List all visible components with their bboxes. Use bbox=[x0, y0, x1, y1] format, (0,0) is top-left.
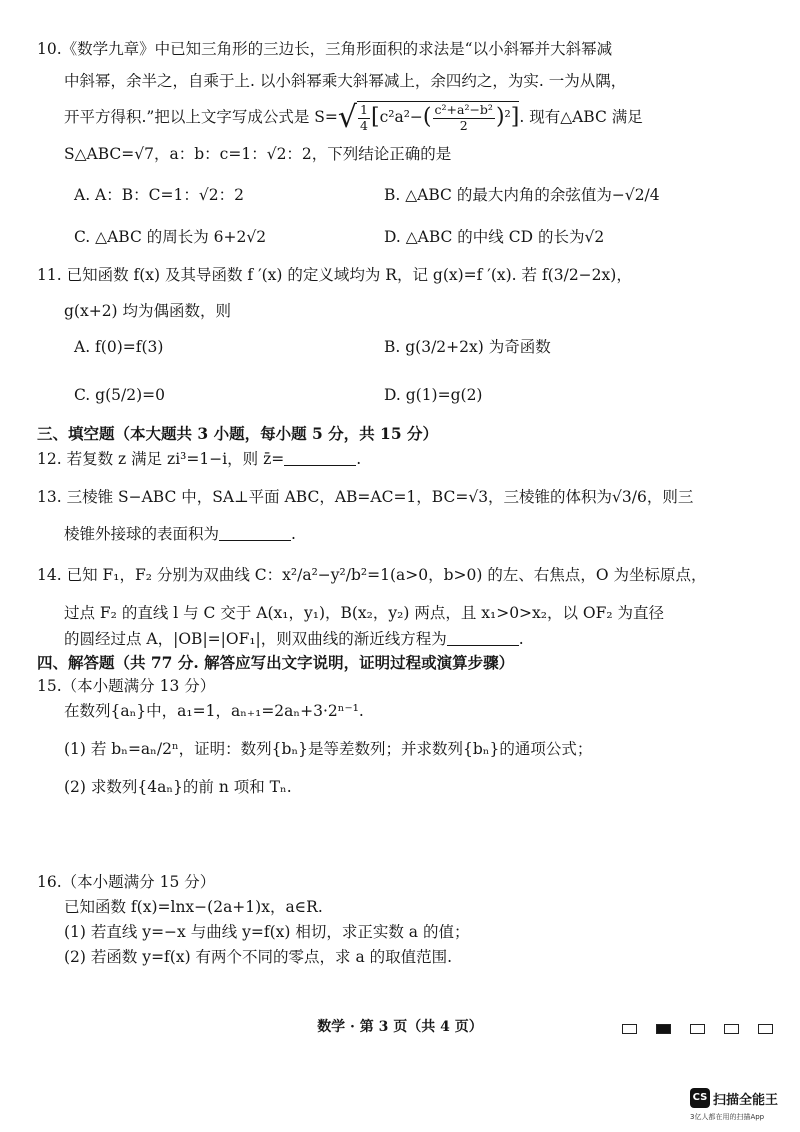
q13-line2: 棱锥外接球的表面积为 . bbox=[64, 525, 296, 543]
section-4-heading: 四、解答题（共 77 分. 解答应写出文字说明，证明过程或演算步骤） bbox=[37, 653, 515, 672]
q14-answer-blank bbox=[447, 631, 519, 646]
q10-option-d: D. △ABC 的中线 CD 的长为√2 bbox=[384, 228, 605, 246]
q14-line2: 过点 F₂ 的直线 l 与 C 交于 A(x₁，y₁)，B(x₂，y₂) 两点，且 x₁>0>x₂，以 OF₂ 为直径 bbox=[64, 604, 665, 622]
q10-line2: 中斜幂，余半之，自乘于上. 以小斜幂乘大斜幂减上，余四约之，为实. 一为从隅， bbox=[64, 72, 627, 90]
q16-part2: (2) 若函数 y=f(x) 有两个不同的零点，求 a 的取值范围. bbox=[64, 948, 453, 966]
q11-line1: 11. 已知函数 f(x) 及其导函数 f ′(x) 的定义域均为 R，记 g(x)=f ′(x). 若 f(3/2−2x)， bbox=[37, 266, 632, 284]
q16-title: 16.（本小题满分 15 分） bbox=[37, 873, 216, 891]
q16-stem: 已知函数 f(x)=lnx−(2a+1)x，a∈R. bbox=[64, 898, 323, 916]
page-indicator-boxes bbox=[622, 1020, 792, 1038]
cs-logo-icon: CS bbox=[690, 1088, 710, 1108]
q11-option-c: C. g(5/2)=0 bbox=[74, 386, 165, 404]
q11-option-d: D. g(1)=g(2) bbox=[384, 386, 483, 404]
page-box-2 bbox=[656, 1024, 671, 1034]
q14-line3-text: 的圆经过点 A，|OB|=|OF₁|，则双曲线的渐近线方程为 bbox=[64, 630, 447, 648]
q10-option-b: B. △ABC 的最大内角的余弦值为−√2/4 bbox=[384, 186, 660, 204]
q15-title: 15.（本小题满分 13 分） bbox=[37, 677, 216, 695]
q12-text: 12. 若复数 z 满足 zi³=1−i，则 z̄= bbox=[37, 450, 285, 468]
q10-line3 bbox=[64, 100, 643, 136]
page-footer: 数学 · 第 3 页（共 4 页） bbox=[317, 1019, 483, 1035]
q11-line2: g(x+2) 均为偶函数，则 bbox=[64, 302, 232, 320]
q10-option-c: C. △ABC 的周长为 6+2√2 bbox=[74, 228, 267, 246]
page-box-4 bbox=[724, 1024, 739, 1034]
page-box-5 bbox=[758, 1024, 773, 1034]
scanner-app-name: 扫描全能王 bbox=[713, 1092, 779, 1108]
q11-option-a: A. f(0)=f(3) bbox=[74, 338, 164, 356]
q10-line3-post: . 现有△ABC 满足 bbox=[519, 108, 643, 126]
q10-line1: 10.《数学九章》中已知三角形的三边长，三角形面积的求法是“以小斜幂并大斜幂减 bbox=[37, 40, 613, 58]
q12-line: 12. 若复数 z 满足 zi³=1−i，则 z̄= . bbox=[37, 450, 362, 468]
q15-part1: (1) 若 bₙ=aₙ/2ⁿ，证明：数列{bₙ}是等差数列；并求数列{bₙ}的通项公式； bbox=[64, 740, 593, 758]
q13-line1: 13. 三棱锥 S−ABC 中，SA⊥平面 ABC，AB=AC=1，BC=√3，三棱锥的体积为√3/6，则三 bbox=[37, 488, 694, 506]
heron-formula: √ $\frac{1}{4}$ [c²a²−( $\frac{\text{c²+a²−b²}}{2}$ )²] bbox=[337, 100, 520, 135]
scanner-watermark bbox=[690, 1088, 778, 1108]
q13-line2-text: 棱锥外接球的表面积为 bbox=[64, 525, 220, 543]
scanner-tagline: 3亿人都在用的扫描App bbox=[690, 1113, 765, 1121]
q12-answer-blank bbox=[284, 451, 356, 466]
q11-option-b: B. g(3/2+2x) 为奇函数 bbox=[384, 338, 551, 356]
q15-stem: 在数列{aₙ}中，a₁=1，aₙ₊₁=2aₙ+3·2ⁿ⁻¹. bbox=[64, 702, 364, 720]
q10-option-a: A. A：B：C=1：√2：2 bbox=[74, 186, 244, 204]
q13-answer-blank bbox=[219, 526, 291, 541]
page-box-1 bbox=[622, 1024, 637, 1034]
section-3-heading: 三、填空题（本大题共 3 小题，每小题 5 分，共 15 分） bbox=[37, 424, 439, 443]
q10-line4: S△ABC=√7，a：b：c=1：√2：2，下列结论正确的是 bbox=[64, 145, 452, 163]
q14-line3: 的圆经过点 A，|OB|=|OF₁|，则双曲线的渐近线方程为 . bbox=[64, 630, 524, 648]
q14-line1: 14. 已知 F₁，F₂ 分别为双曲线 C：x²/a²−y²/b²=1(a>0，b>0) 的左、右焦点，O 为坐标原点， bbox=[37, 566, 707, 584]
page-box-3 bbox=[690, 1024, 705, 1034]
q10-line3-pre: 开平方得积.”把以上文字写成公式是 S= bbox=[64, 108, 338, 126]
q16-part1: (1) 若直线 y=−x 与曲线 y=f(x) 相切，求正实数 a 的值； bbox=[64, 923, 470, 941]
q15-part2: (2) 求数列{4aₙ}的前 n 项和 Tₙ. bbox=[64, 778, 292, 796]
